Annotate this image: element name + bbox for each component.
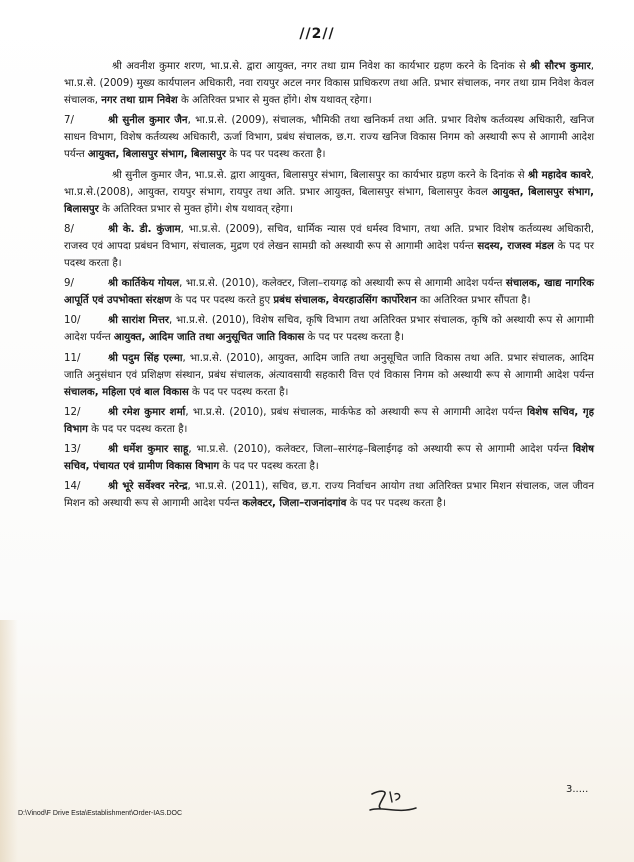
- signature-mark: [368, 786, 420, 814]
- paragraph-text: श्री सुनील कुमार जैन, भा.प्र.से. द्वारा आयुक्त, बिलासपुर संभाग, बिलासपुर का कार्यभार ग्रहण करने के दिनांक से: [112, 169, 529, 181]
- paragraph-text: के अतिरिक्त प्रभार से मुक्त होंगे। शेष यथावत् रहेगा।: [98, 203, 293, 215]
- paragraph-text: , भा.प्र.से. (2009) मुख्य कार्यपालन अधिकारी, नवा रायपुर अटल नगर विकास प्राधिकरण तथा अति. प्रभार संचालक, नगर तथा ग्राम निवेश केवल संचालक,: [64, 61, 594, 107]
- paragraph-text: , भा.प्र.से. (2010), विशेष सचिव, कृषि विभाग तथा अतिरिक्त प्रभार संचालक, कृषि को अस्थायी रूप से आगामी आदेश पर्यन्त: [64, 315, 594, 344]
- order-paragraph: [64, 478, 594, 512]
- paragraph-number: 8/: [64, 223, 74, 235]
- emphasized-text: संचालक, महिला एवं बाल विकास: [64, 386, 189, 398]
- paragraph-text: के पद पर पदस्थ करता है।: [225, 149, 326, 161]
- emphasized-text: श्री भूरे सर्वेश्वर नरेन्द्र: [108, 481, 188, 493]
- order-body: [64, 58, 594, 515]
- paragraph-number: 13/: [64, 443, 81, 455]
- paragraph-text: , भा.प्र.से. (2010), कलेक्टर, जिला–रायगढ़ को अस्थायी रूप से आगामी आदेश पर्यन्त: [179, 278, 506, 290]
- emphasized-text: संचालक, खाद्य नागरिक आपूर्ति एवं उपभोक्ता संरक्षण: [64, 278, 594, 307]
- paragraph-number: 10/: [64, 315, 81, 327]
- emphasized-text: श्री सारांश मित्तर: [108, 315, 170, 327]
- order-paragraph: [64, 404, 594, 438]
- paragraph-text: का अतिरिक्त प्रभार सौंपता है।: [416, 295, 531, 307]
- paragraph-text: , भा.प्र.से.(2008), आयुक्त, रायपुर संभाग, रायपुर तथा अति. प्रभार आयुक्त, बिलासपुर संभाग, बिलासपुर केवल: [64, 169, 595, 198]
- emphasized-text: श्री महादेव कावरे: [528, 169, 591, 181]
- scan-edge-shadow: [0, 620, 18, 862]
- paragraph-text: के पद पर पदस्थ करता है।: [87, 423, 188, 435]
- order-paragraph: [64, 112, 594, 163]
- emphasized-text: श्री रमेश कुमार शर्मा: [108, 406, 186, 418]
- emphasized-text: आयुक्त, बिलासपुर संभाग, बिलासपुर: [87, 149, 226, 161]
- emphasized-text: आयुक्त, बिलासपुर संभाग, बिलासपुर: [64, 186, 595, 215]
- order-paragraph: [64, 312, 594, 346]
- order-paragraph: [64, 350, 594, 401]
- paragraph-text: के पद पर पदस्थ करते हुए: [171, 295, 274, 307]
- paragraph-number: 9/: [64, 278, 74, 290]
- emphasized-text: प्रबंध संचालक, वेयरहाउसिंग कार्पोरेशन: [273, 295, 417, 307]
- paragraph-text: के अतिरिक्त प्रभार से मुक्त होंगे। शेष यथावत् रहेगा।: [177, 95, 372, 107]
- emphasized-text: श्री पदुम सिंह एल्मा: [108, 352, 183, 364]
- order-paragraph: [64, 221, 594, 272]
- emphasized-text: श्री सुनील कुमार जैन: [108, 115, 188, 127]
- paragraph-text: के पद पर पदस्थ करता है।: [188, 386, 289, 398]
- emphasized-text: सदस्य, राजस्व मंडल: [477, 240, 554, 252]
- paragraph-number: 7/: [64, 115, 74, 127]
- emphasized-text: आयुक्त, आदिम जाति तथा अनुसूचित जाति विकास: [113, 332, 305, 344]
- emphasized-text: कलेक्टर, जिला–राजनांदगांव: [242, 498, 347, 510]
- paragraph-text: श्री अवनीश कुमार शरण, भा.प्र.से. द्वारा आयुक्त, नगर तथा ग्राम निवेश का कार्यभार ग्रहण करने के दिनांक से: [112, 61, 531, 72]
- paragraph-text: के पद पर पदस्थ करता है।: [64, 240, 594, 270]
- paragraph-number: 14/: [64, 481, 81, 493]
- paragraph-text: के पद पर पदस्थ करता है।: [304, 332, 404, 344]
- paragraph-text: , भा.प्र.से. (2010), प्रबंध संचालक, मार्कफेड को अस्थायी रूप से आगामी आदेश पर्यन्त: [185, 406, 527, 418]
- order-paragraph: [64, 58, 594, 109]
- emphasized-text: विशेष सचिव, गृह विभाग: [64, 406, 595, 435]
- continuation-marker: 3.....: [566, 784, 589, 795]
- page-number: //2//: [299, 26, 335, 42]
- paragraph-text: , भा.प्र.से. (2009), संचालक, भौमिकी तथा खनिकर्म तथा अति. प्रभार विशेष कर्तव्यस्थ अधिकारी, खनिज साधन विभाग, विशेष कर्तव्यस्थ अधिकारी, ऊर्जा विभाग, प्रबंध संचालक, छ.ग. राज्य खनिज विकास निगम को अस्थायी रूप से आगामी आदेश पर्यन्त: [64, 115, 594, 161]
- emphasized-text: विशेष सचिव, पंचायत एवं ग्रामीण विकास विभाग: [64, 443, 594, 473]
- order-paragraph: [64, 441, 594, 475]
- paragraph-text: , भा.प्र.से. (2010), कलेक्टर, जिला–सारंगढ़–बिलाईगढ़ को अस्थायी रूप से आगामी आदेश पर्यन्त: [188, 443, 573, 455]
- paragraph-text: , भा.प्र.से. (2010), आयुक्त, आदिम जाति तथा अनुसूचित जाति विकास तथा अति. प्रभार संचालक, आदिम जाति अनुसंधान एवं प्रशिक्षण संस्थान, प्रबंध संचालक, अंत्यावसायी सहकारी वित्त एवं विकास निगम को अस्थायी रूप से आगामी आदेश पर्यन्त: [64, 352, 594, 381]
- emphasized-text: नगर तथा ग्राम निवेश: [101, 95, 178, 107]
- order-paragraph: [64, 167, 594, 218]
- paragraph-text: के पद पर पदस्थ करता है।: [346, 498, 446, 510]
- emphasized-text: श्री धर्मेश कुमार साहू: [108, 443, 189, 455]
- paragraph-text: , भा.प्र.से. (2011), सचिव, छ.ग. राज्य निर्वाचन आयोग तथा अतिरिक्त प्रभार मिशन संचालक, जल जीवन मिशन को अस्थायी रूप से आगामी आदेश पर्यन्त: [64, 481, 594, 510]
- emphasized-text: श्री के. डी. कुंजाम: [108, 223, 181, 235]
- paragraph-text: , भा.प्र.से. (2009), सचिव, धार्मिक न्यास एवं धर्मस्व विभाग, तथा अति. प्रभार विशेष कर्तव्यस्थ अधिकारी, राजस्व एवं आपदा प्रबंधन विभाग, संचालक, मुद्रण एवं लेखन सामग्री को अस्थायी रूप से आगामी आदेश पर्यन्त: [64, 223, 594, 252]
- file-path-footer: D:\Vinod\F Drive Esta\Establishment\Order-IAS.DOC: [18, 810, 183, 817]
- emphasized-text: श्री सौरभ कुमार: [530, 61, 591, 72]
- paragraph-number: 12/: [64, 406, 81, 418]
- emphasized-text: श्री कार्तिकेय गोयल: [108, 278, 180, 290]
- paragraph-number: 11/: [64, 352, 81, 364]
- paragraph-text: के पद पर पदस्थ करता है।: [219, 461, 319, 473]
- order-paragraph: [64, 275, 594, 309]
